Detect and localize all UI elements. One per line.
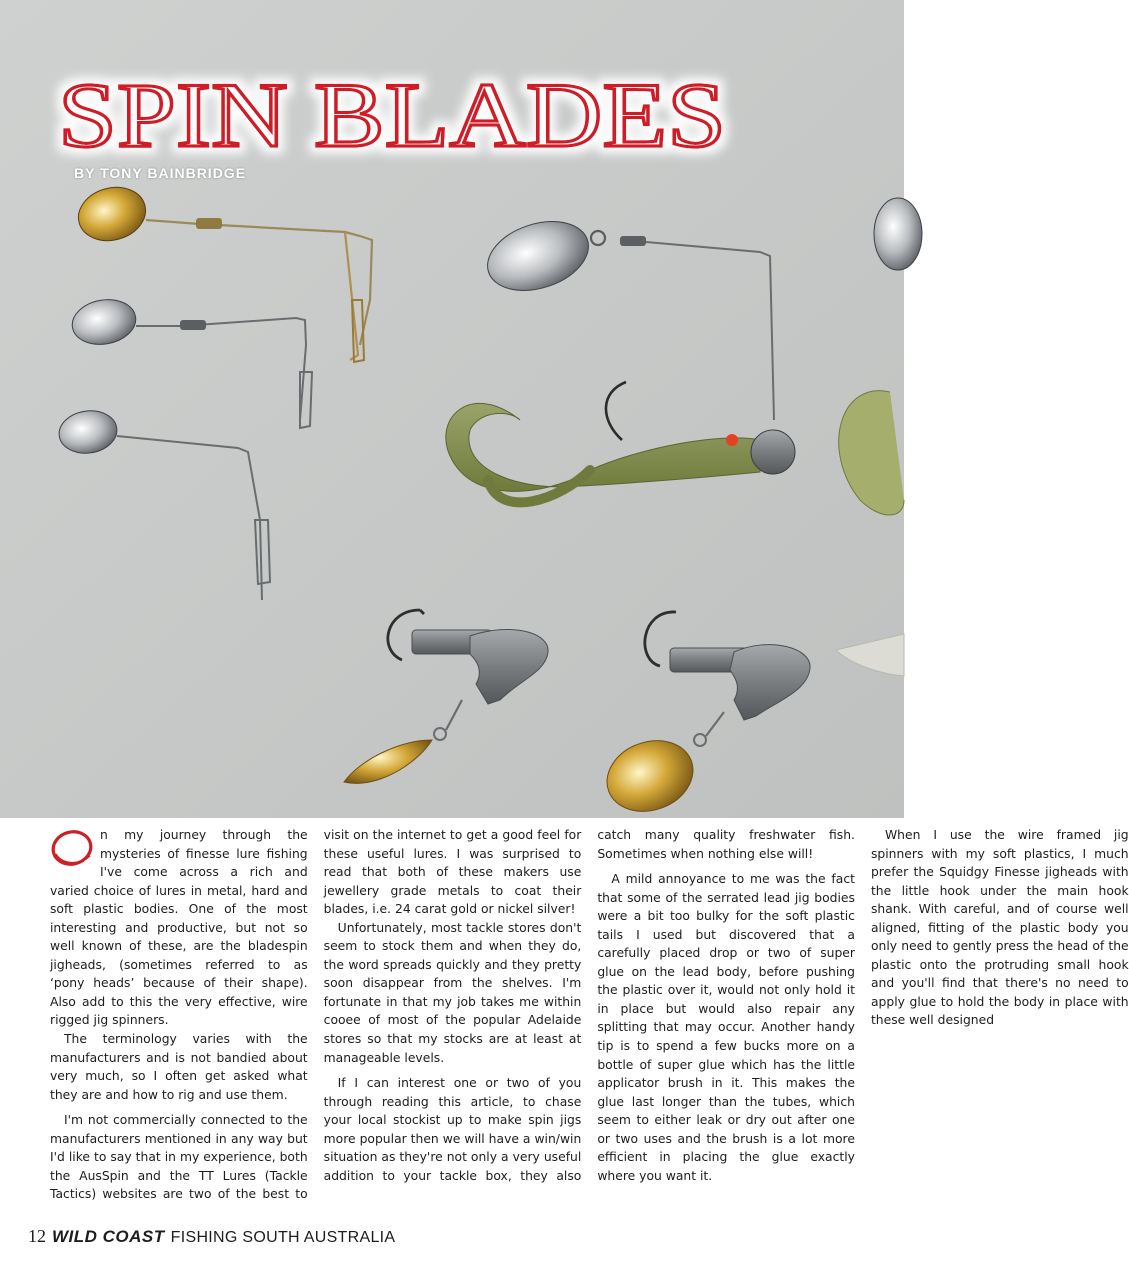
article-body [50,826,1129,1212]
article-paragraph-4: Unfortunately, most tackle stores don't seem to stock them and when they do, the word spreads quickly and they pretty soon disappear from the shelves. I'm fortunate in that my job takes me within cooee of most of the popular Adelaide stores so that my stocks are at least at manageable levels. [323,920,582,1065]
magazine-subtitle: FISHING SOUTH AUSTRALIA [170,1229,396,1246]
drop-cap [48,828,96,868]
page-number: 12 [28,1226,46,1246]
drop-cap-o-icon [48,828,96,868]
article-paragraph-2: The terminology varies with the manufacturers and is not bandied about very much, so I often get asked what they are and how to rig and use them. [50,1032,308,1102]
byline: BY TONY BAINBRIDGE [74,165,247,181]
article-paragraph-1: n my journey through the mysteries of finesse lure fishing I've come across a rich and varied choice of lures in metal, hard and soft plastic bodies. One of the most interesting and productive, but not so well known of these, are the bladespin jigheads, (sometimes referred to as ‘pony heads’ because of their shape). Also add to this the very effective, wire rigged jig spinners. [50,828,308,1028]
title-text: SPIN BLADES [58,64,726,166]
magazine-brand: WILD COAST [52,1227,165,1246]
article-paragraph-3: I'm not commercially connected to the manufacturers mentioned in any way but I'd like to say that in my experience, both the AusSpin and the TT Lures (Tackle Tactics) websites are two of the best to visit on the internet to get a good feel for these useful lures. I was surprised to read that both of these makers use jewellery grade metals to coat their blades, i.e. 24 carat gold or nickel silver! [50,828,582,1202]
article-paragraph-5: If I can interest one or two of you through reading this article, to chase your local stockist up to make spin jigs more popular then we will have a win/win situation as they're not only a very useful addition to your tackle box, they also catch many quality freshwater fish. Sometimes when nothing else will! [323,828,855,1183]
article-paragraph-7: When I use the wire framed jig spinners with my soft plastics, I much prefer the Squidgy Finesse jigheads with the little hook under the main hook shank. With careful, and of course well aligned, fitting of the plastic body you only need to gently press the head of the plastic onto the protruding small hook and you'll find that there's no need to apply glue to hold the body in place with these well designed [870,828,1129,1028]
article-paragraph-6: A mild annoyance to me was the fact that some of the serrated lead jig bodies were a bit too bulky for the soft plastic tails I used but discovered that a carefully placed drop or two of super glue on the lead body, before pushing the plastic over it, would not only hold it in place but would also repair any splitting that may occur. Another handy tip is to spend a few bucks more on a bottle of super glue which has the little applicator brush in it. This makes the glue last longer than the tubes, which seem to either leak or dry out after one or two uses and the brush is a lot more efficient in placing the glue exactly where you want it. [597,872,855,1183]
page-footer [28,1226,395,1248]
title-graphic [52,58,732,168]
article-title [52,58,732,168]
